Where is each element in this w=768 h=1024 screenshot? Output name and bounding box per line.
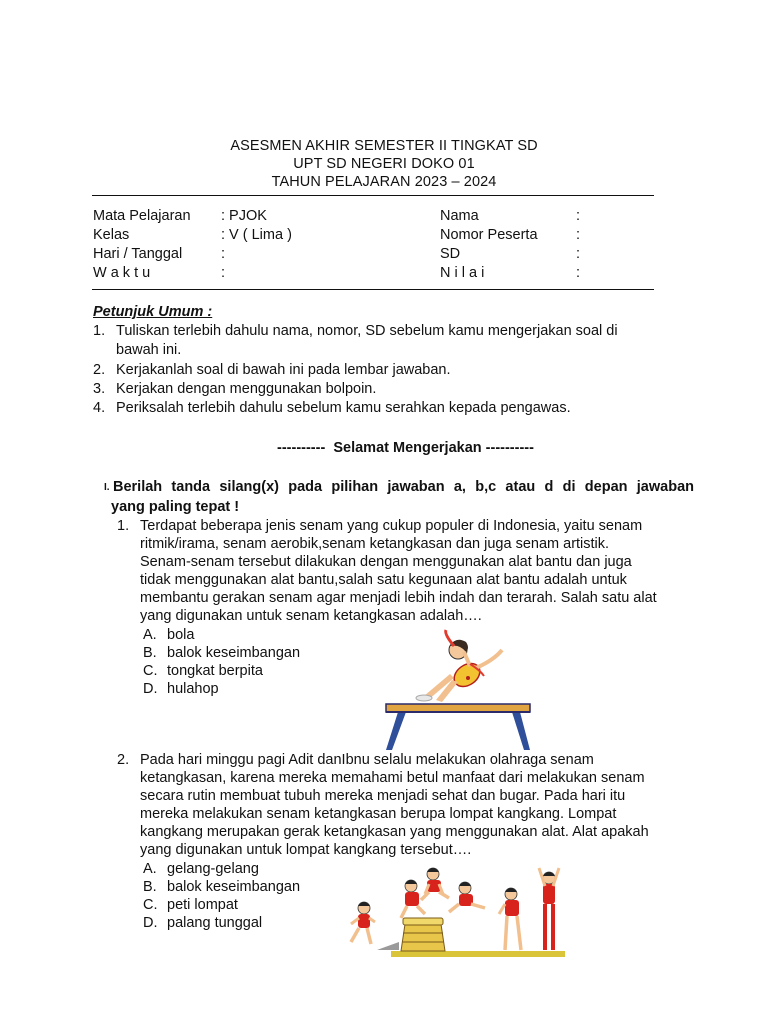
info-label-nomor: Nomor Peserta bbox=[440, 227, 538, 243]
q1-option-c-text: tongkat berpita bbox=[167, 663, 263, 679]
q1-option-d-text: hulahop bbox=[167, 681, 219, 697]
section-roman: I. bbox=[104, 482, 110, 493]
q1-line-6: yang digunakan untuk senam ketangkasan adalah…. bbox=[140, 608, 482, 624]
q2-option-c-letter: C. bbox=[143, 897, 158, 913]
q2-line-1: Pada hari minggu pagi Adit danIbnu selalu melakukan olahraga senam bbox=[140, 752, 594, 768]
info-label-kelas: Kelas bbox=[93, 227, 130, 243]
q2-option-a-text: gelang-gelang bbox=[167, 861, 259, 877]
title-line-2: UPT SD NEGERI DOKO 01 bbox=[293, 156, 475, 172]
q1-line-5: membantu gerakan senam agar menjadi lebih indah dan terarah. Salah satu alat bbox=[140, 590, 657, 606]
info-label-mapel: Mata Pelajaran bbox=[93, 208, 191, 224]
petunjuk-item-1-line-2: bawah ini. bbox=[116, 342, 182, 358]
q1-option-a-text: bola bbox=[167, 627, 195, 643]
info-label-hari: Hari / Tanggal bbox=[93, 246, 183, 262]
header-rule-bottom bbox=[92, 289, 654, 290]
q1-line-1: Terdapat beberapa jenis senam yang cukup populer di Indonesia, yaitu senam bbox=[140, 518, 643, 534]
petunjuk-num-3: 3. bbox=[93, 381, 106, 397]
header-rule-top bbox=[92, 195, 654, 196]
q2-option-a-letter: A. bbox=[143, 861, 157, 877]
petunjuk-title: Petunjuk Umum : bbox=[93, 304, 213, 320]
title-line-1: ASESMEN AKHIR SEMESTER II TINGKAT SD bbox=[230, 138, 538, 154]
info-value-hari: : bbox=[221, 246, 226, 262]
q2-number: 2. bbox=[117, 752, 130, 768]
q2-option-b-text: balok keseimbangan bbox=[167, 879, 301, 895]
vaulting-box-illustration bbox=[345, 864, 567, 960]
q2-line-5: kangkang merupakan gerak ketangkasan yang menggunakan alat. Alat apakah bbox=[140, 824, 649, 840]
info-label-sd: SD bbox=[440, 246, 461, 262]
q1-line-4: tidak menggunakan alat bantu,salah satu kegunaan alat bantu adalah untuk bbox=[140, 572, 627, 588]
q1-line-2: ritmik/irama, senam aerobik,senam ketangkasan dan juga senam artistik. bbox=[140, 536, 610, 552]
q2-option-d-letter: D. bbox=[143, 915, 158, 931]
petunjuk-item-3: Kerjakan dengan menggunakan bolpoin. bbox=[116, 381, 377, 397]
info-value-mapel: : PJOK bbox=[221, 208, 267, 224]
q1-option-b-text: balok keseimbangan bbox=[167, 645, 301, 661]
section-instruction-line-2: yang paling tepat ! bbox=[111, 499, 240, 515]
greeting: ---------- Selamat Mengerjakan ---------- bbox=[277, 440, 534, 456]
info-value-kelas: : V ( Lima ) bbox=[221, 227, 292, 243]
info-value-nama: : bbox=[576, 208, 581, 224]
petunjuk-num-2: 2. bbox=[93, 362, 106, 378]
info-label-nama: Nama bbox=[440, 208, 479, 224]
info-value-waktu: : bbox=[221, 265, 226, 281]
q2-line-6: yang digunakan untuk lompat kangkang tersebut…. bbox=[140, 842, 472, 858]
petunjuk-item-1-line-1: Tuliskan terlebih dahulu nama, nomor, SD sebelum kamu mengerjakan soal di bbox=[116, 323, 618, 339]
section-instruction-line-1: Berilah tanda silang(x) pada pilihan jawaban a, b,c atau d di depan jawaban bbox=[113, 479, 694, 495]
q2-line-2: ketangkasan, karena mereka memahami betul manfaat dari melakukan senam bbox=[140, 770, 645, 786]
info-value-nilai: : bbox=[576, 265, 581, 281]
petunjuk-item-4: Periksalah terlebih dahulu sebelum kamu serahkan kepada pengawas. bbox=[116, 400, 571, 416]
q1-line-3: Senam-senam tersebut dilakukan dengan menggunakan alat bantu dan juga bbox=[140, 554, 632, 570]
petunjuk-num-4: 4. bbox=[93, 400, 106, 416]
title-line-3: TAHUN PELAJARAN 2023 – 2024 bbox=[271, 174, 497, 190]
balance-beam-illustration bbox=[384, 630, 534, 752]
q2-line-3: secara rutin membuat tubuh mereka menjadi sehat dan bugar. Pada hari itu bbox=[140, 788, 626, 804]
q2-option-c-text: peti lompat bbox=[167, 897, 238, 913]
q2-line-4: mereka melakukan senam ketangkasan berupa lompat kangkang. Lompat bbox=[140, 806, 617, 822]
q2-option-b-letter: B. bbox=[143, 879, 157, 895]
q2-option-d-text: palang tunggal bbox=[167, 915, 263, 931]
info-value-nomor: : bbox=[576, 227, 581, 243]
q1-option-c-letter: C. bbox=[143, 663, 158, 679]
info-label-nilai: N i l a i bbox=[440, 265, 485, 281]
petunjuk-num-1: 1. bbox=[93, 323, 106, 339]
q1-option-d-letter: D. bbox=[143, 681, 158, 697]
info-label-waktu: W a k t u bbox=[93, 265, 151, 281]
petunjuk-item-2: Kerjakanlah soal di bawah ini pada lembar jawaban. bbox=[116, 362, 451, 378]
q1-number: 1. bbox=[117, 518, 130, 534]
q1-option-a-letter: A. bbox=[143, 627, 157, 643]
q1-option-b-letter: B. bbox=[143, 645, 157, 661]
info-value-sd: : bbox=[576, 246, 581, 262]
